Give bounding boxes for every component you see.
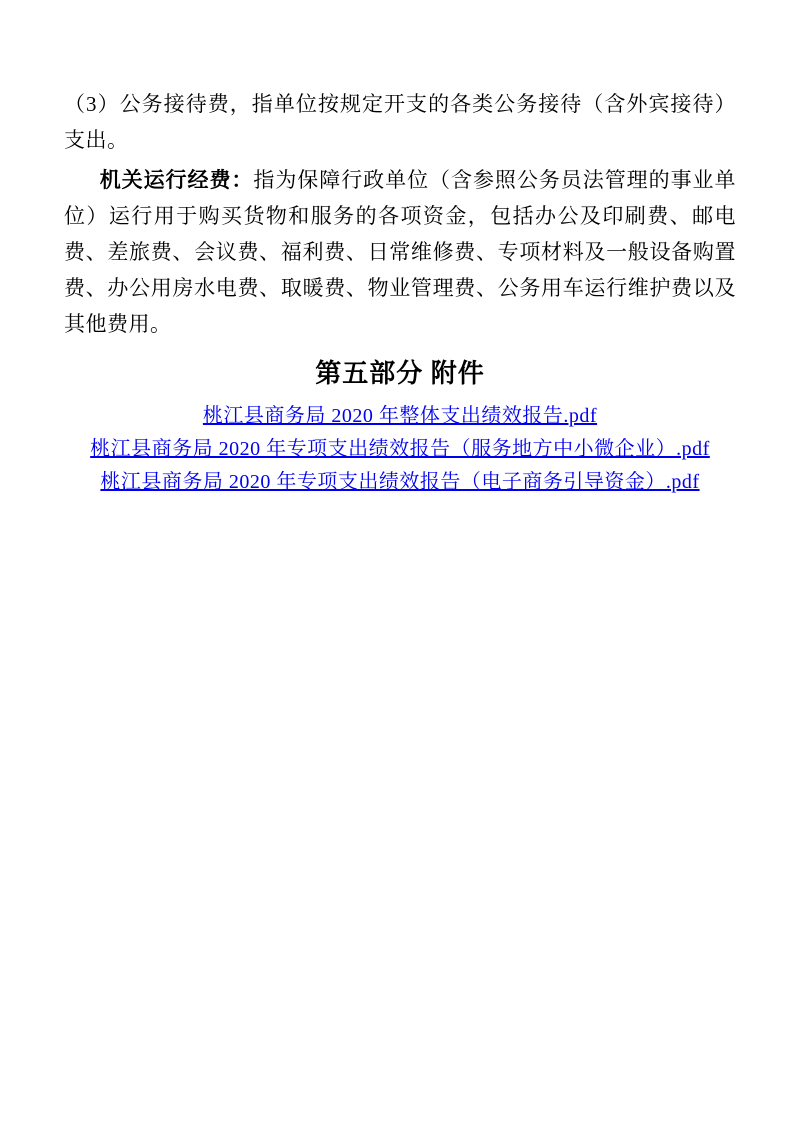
- paragraph-bold-lead: 机关运行经费：: [99, 168, 254, 192]
- attachment-link-special-expenditure-report-ecommerce-pdf[interactable]: 桃江县商务局 2020 年专项支出绩效报告（电子商务引导资金）.pdf: [100, 471, 700, 493]
- paragraph-text: （3）公务接待费，指单位按规定开支的各类公务接待（含外宾接待）支出。: [64, 92, 736, 152]
- attachment-link-special-expenditure-report-smes-pdf[interactable]: 桃江县商务局 2020 年专项支出绩效报告（服务地方中小微企业）.pdf: [90, 438, 710, 460]
- attachment-list: [64, 400, 736, 499]
- section-heading-part-five-attachments: 第五部分 附件: [315, 359, 485, 388]
- paragraph-text: 指为保障行政单位（含参照公务员法管理的事业单位）运行用于购买货物和服务的各项资金，包括办公及印刷费、邮电费、差旅费、会议费、福利费、日常维修费、专项材料及一般设备购置费、办公用房水电费、取暖费、物业管理费、公务用车运行维护费以及其他费用。: [64, 168, 736, 336]
- attachment-link-overall-expenditure-report-pdf[interactable]: 桃江县商务局 2020 年整体支出绩效报告.pdf: [202, 405, 598, 427]
- paragraph-agency-operating-funds: [64, 162, 736, 342]
- paragraph-official-reception-expense: [64, 86, 736, 158]
